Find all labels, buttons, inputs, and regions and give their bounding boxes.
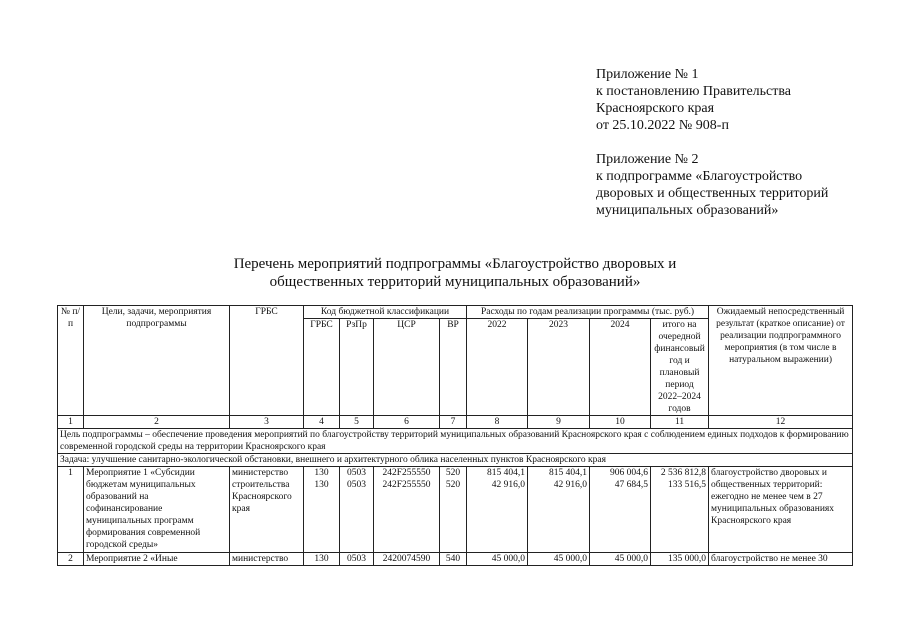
appendix-1-line: Красноярского края [596, 101, 715, 116]
value-line: 815 404,1 [549, 468, 588, 478]
column-number: 5 [340, 416, 374, 429]
column-number: 1 [58, 416, 84, 429]
column-number: 8 [467, 416, 528, 429]
row-grbs-name: министерство строительства Красноярского края [230, 467, 304, 553]
goal-row [58, 429, 853, 454]
row-grbs-name: министерство [230, 553, 304, 566]
column-number: 7 [440, 416, 467, 429]
column-number: 10 [590, 416, 651, 429]
subheader-csr: ЦСР [374, 319, 440, 416]
value-line: 815 404,1 [487, 468, 526, 478]
value-line: 0503 [347, 468, 366, 478]
row-expense-2022: 45 000,0 [467, 553, 528, 566]
subheader-grbs: ГРБС [304, 319, 340, 416]
goal-text: Цель подпрограммы – обеспечение проведения мероприятий по благоустройству территорий муниципальных образований Красноярского края с соблюдением единых подходов к формированию современной городской среды на территории Красноярского края [58, 429, 853, 454]
subheader-year-2023: 2023 [528, 319, 590, 416]
table-row [58, 553, 853, 566]
subheader-year-2024: 2024 [590, 319, 651, 416]
value-line: 0503 [347, 480, 366, 490]
row-measure-name: Мероприятие 1 «Субсидии бюджетам муниципальных образований на софинансирование муниципальных программ формирования современной городской среды» [84, 467, 230, 553]
row-measure-name: Мероприятие 2 «Иные [84, 553, 230, 566]
document-title [180, 255, 730, 291]
value-line: 130 [314, 480, 329, 490]
row-rzpr: 0503 [340, 553, 374, 566]
appendix-2-line: дворовых и общественных территорий [596, 186, 829, 201]
row-csr [374, 467, 440, 553]
row-csr: 2420074590 [374, 553, 440, 566]
row-num: 1 [58, 467, 84, 553]
row-vr: 540 [440, 553, 467, 566]
header-result: Ожидаемый непосредственный результат (краткое описание) от реализации подпрограммного мероприятия (в том числе в натуральном выражении) [709, 306, 853, 416]
row-result: благоустройство дворовых и общественных территорий: ежегодно не менее чем в 27 муниципальных образованиях Красноярского края [709, 467, 853, 553]
appendix-2-line: муниципальных образований» [596, 203, 779, 218]
column-number: 3 [230, 416, 304, 429]
appendix-1-line: Приложение № 1 [596, 67, 699, 82]
column-number: 4 [304, 416, 340, 429]
appendix-2-line: к подпрограмме «Благоустройство [596, 169, 803, 184]
column-numbers-row [58, 416, 853, 429]
row-rzpr [340, 467, 374, 553]
header-goals: Цели, задачи, мероприятия подпрограммы [84, 306, 230, 416]
value-line: 130 [314, 468, 329, 478]
value-line: 242F255550 [382, 480, 431, 490]
row-expense-2023: 45 000,0 [528, 553, 590, 566]
subheader-year-2022: 2022 [467, 319, 528, 416]
header-grbs: ГРБС [230, 306, 304, 416]
row-expense-2023 [528, 467, 590, 553]
row-grbs-code: 130 [304, 553, 340, 566]
header-num: № п/п [58, 306, 84, 416]
column-number: 2 [84, 416, 230, 429]
table-header-row [58, 306, 853, 319]
value-line: 2 536 812,8 [660, 468, 707, 478]
appendix-2-line: Приложение № 2 [596, 152, 699, 167]
row-expense-2024: 45 000,0 [590, 553, 651, 566]
value-line: 133 516,5 [668, 480, 707, 490]
row-expense-total: 135 000,0 [651, 553, 709, 566]
row-expense-2024 [590, 467, 651, 553]
appendix-2-block [596, 151, 828, 219]
value-line: 520 [445, 468, 461, 478]
row-expense-2022 [467, 467, 528, 553]
value-line: 42 916,0 [553, 480, 588, 490]
title-line: Перечень мероприятий подпрограммы «Благоустройство дворовых и [233, 256, 677, 272]
row-num: 2 [58, 553, 84, 566]
header-expenses: Расходы по годам реализации программы (тыс. руб.) [467, 306, 709, 319]
appendix-1-line: к постановлению Правительства [596, 84, 792, 99]
column-number: 9 [528, 416, 590, 429]
column-number: 6 [374, 416, 440, 429]
row-result: благоустройство не менее 30 [709, 553, 853, 566]
row-expense-total [651, 467, 709, 553]
appendix-1-block [596, 66, 791, 134]
task-row [58, 454, 853, 467]
task-text: Задача: улучшение санитарно-экологической обстановки, внешнего и архитектурного облика населенных пунктов Красноярского края [58, 454, 853, 467]
measures-table [57, 305, 853, 566]
subheader-total: итого на очередной финансовый год и плановый период 2022–2024 годов [651, 319, 709, 416]
value-line: 520 [445, 480, 461, 490]
subheader-rzpr: РзПр [340, 319, 374, 416]
appendix-1-line: от 25.10.2022 № 908-п [596, 118, 729, 133]
value-line: 42 916,0 [491, 480, 526, 490]
column-number: 11 [651, 416, 709, 429]
header-budget-code: Код бюджетной классификации [304, 306, 467, 319]
subheader-vr: ВР [440, 319, 467, 416]
value-line: 47 684,5 [614, 480, 649, 490]
title-line: общественных территорий муниципальных образований» [269, 274, 641, 290]
row-vr [440, 467, 467, 553]
value-line: 242F255550 [382, 468, 431, 478]
column-number: 12 [709, 416, 853, 429]
row-grbs-code [304, 467, 340, 553]
value-line: 906 004,6 [610, 468, 649, 478]
table-row [58, 467, 853, 553]
